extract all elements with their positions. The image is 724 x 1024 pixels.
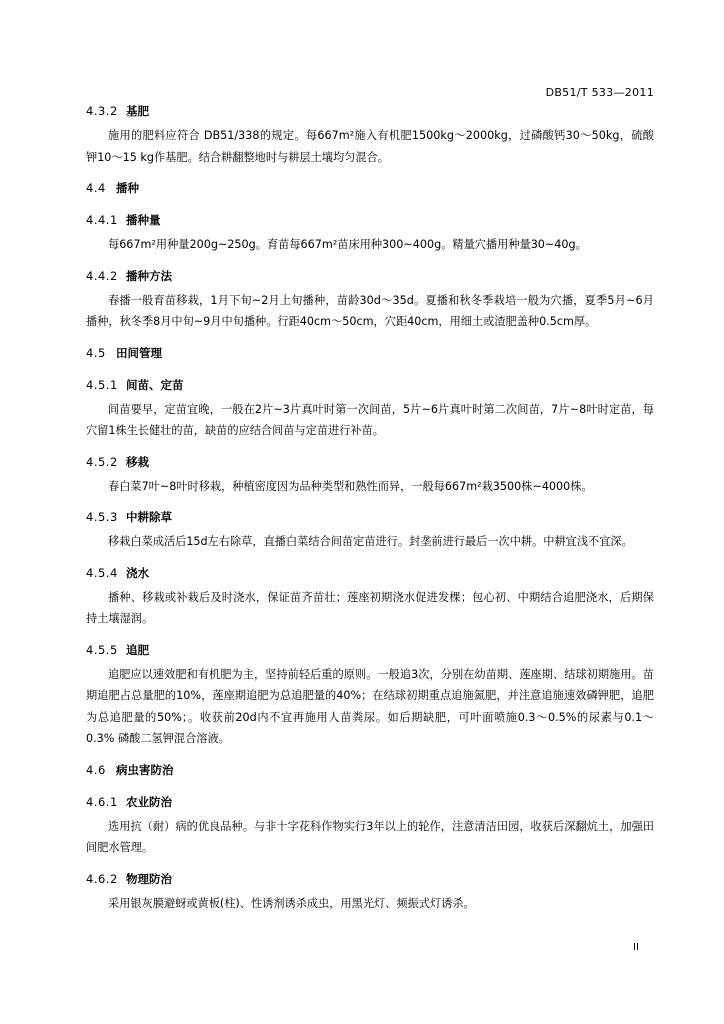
section-heading bbox=[86, 209, 654, 231]
section-title: 农业防治 bbox=[126, 794, 172, 809]
section-number: 4.6.2 bbox=[86, 871, 118, 886]
section-title: 间苗、定苗 bbox=[126, 377, 184, 392]
section-title: 田间管理 bbox=[116, 345, 162, 360]
paragraph: 选用抗（耐）病的优良品种。与非十字花科作物实行3年以上的轮作，注意清洁田园，收获后深翻炕土，加强田间肥水管理。 bbox=[86, 819, 654, 854]
section-heading bbox=[86, 791, 654, 813]
section-number: 4.5.5 bbox=[86, 642, 118, 657]
paragraph: 间苗要早，定苗宜晚，一般在2片~3片真叶时第一次间苗，5片~6片真叶时第二次间苗，7片~8叶时定苗，每穴留1株生长健壮的苗，缺苗的应结合间苗与定苗进行补苗。 bbox=[86, 402, 654, 437]
paragraph: 每667m²用种量200g~250g。育苗每667m²苗床用种300~400g。精量穴播用种量30~40g。 bbox=[108, 238, 587, 251]
paragraph: 追肥应以速效肥和有机肥为主，坚持前轻后重的原则。一般追3次，分别在幼苗期、莲座期、结球初期施用。苗期追肥占总量肥的10%，莲座期追肥为总追肥量的40%；在结球初期重点追施氮肥，并注意追施速效磷钾肥，追肥为总追肥量的50%；。收获前20d内不宜再施用人苗粪尿。如后期缺肥，可叶面喷施0.3～0.5%的尿素与0.1～0.3% 磷酸二氢钾混合溶液。 bbox=[86, 667, 654, 745]
section-heading bbox=[86, 265, 654, 287]
section-title: 中耕除草 bbox=[126, 510, 172, 524]
standard-code: DB51/T 533—2011 bbox=[545, 86, 654, 99]
section-title: 浇水 bbox=[126, 565, 149, 580]
section-number: 4.3.2 bbox=[86, 104, 118, 118]
section-title: 播种量 bbox=[126, 213, 161, 227]
section-number: 4.6 bbox=[86, 762, 106, 777]
section-heading bbox=[86, 506, 654, 528]
section-number: 4.5.4 bbox=[86, 565, 118, 580]
section-number: 4.4.2 bbox=[86, 268, 118, 283]
section-heading bbox=[86, 177, 654, 199]
section-title: 追肥 bbox=[126, 642, 149, 657]
section-title: 移栽 bbox=[126, 454, 149, 469]
section-title: 病虫害防治 bbox=[116, 762, 174, 777]
section-heading bbox=[86, 868, 654, 890]
section-title: 物理防治 bbox=[126, 871, 172, 886]
section-title: 播种 bbox=[116, 181, 139, 195]
section-number: 4.5.3 bbox=[86, 510, 118, 524]
paragraph: 春播一般育苗移栽，1月下旬~2月上旬播种，苗龄30d～35d。夏播和秋冬季栽培一般为穴播，夏季5月~6月播种，秋冬季8月中旬~9月中旬播种。行距40cm～50cm，穴距40cm，用细土或渣肥盖种0.5cm厚。 bbox=[86, 293, 654, 328]
section-heading bbox=[86, 562, 654, 584]
section-heading bbox=[86, 342, 654, 364]
paragraph: 移栽白菜成活后15d左右除草，直播白菜结合间苗定苗进行。封垄前进行最后一次中耕。中耕宜浅不宜深。 bbox=[108, 535, 633, 548]
section-number: 4.5 bbox=[86, 345, 106, 360]
section-heading bbox=[86, 639, 654, 661]
section-title: 基肥 bbox=[126, 104, 149, 118]
section-number: 4.6.1 bbox=[86, 794, 118, 809]
section-heading bbox=[86, 451, 654, 473]
section-number: 4.5.2 bbox=[86, 454, 118, 469]
section-heading bbox=[86, 100, 654, 122]
section-heading bbox=[86, 374, 654, 396]
paragraph: 播种、移栽或补栽后及时浇水，保证苗齐苗壮；莲座初期浇水促进发棵；包心初、中期结合追肥浇水，后期保持土壤湿润。 bbox=[86, 590, 654, 625]
paragraph: 采用银灰膜避蚜或黄板(柱)、性诱剂诱杀成虫，用黑光灯、频振式灯诱杀。 bbox=[108, 896, 475, 910]
section-number: 4.4 bbox=[86, 181, 106, 195]
page-number: II bbox=[633, 942, 639, 953]
section-title: 播种方法 bbox=[126, 268, 172, 283]
section-heading bbox=[86, 759, 654, 781]
document-body bbox=[86, 100, 654, 923]
paragraph: 春白菜7叶~8叶时移栽，种植密度因为品种类型和熟性而异，一般每667m²栽3500株~4000株。 bbox=[108, 479, 593, 493]
section-number: 4.5.1 bbox=[86, 377, 118, 392]
paragraph: 施用的肥料应符合 DB51/338的规定。每667m²施入有机肥1500kg～2000kg，过磷酸钙30～50kg，硫酸钾10～15 kg作基肥。结合耕翻整地时与耕层土壤均匀混合。 bbox=[86, 129, 654, 164]
section-number: 4.4.1 bbox=[86, 213, 118, 227]
